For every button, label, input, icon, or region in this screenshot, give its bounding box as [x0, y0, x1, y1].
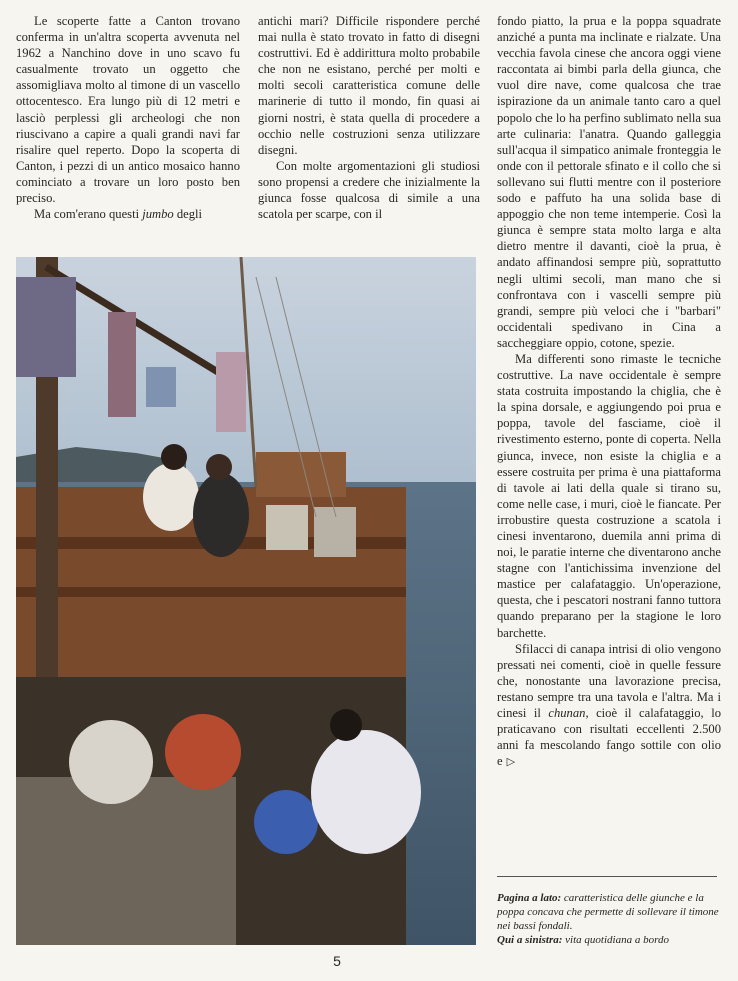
paragraph: Con molte argomentazioni gli studiosi sono propensi a credere che inizialmente la giunca fosse qualcosa di simile a una scatola per scarpe, con il — [258, 158, 480, 222]
paragraph: Ma differenti sono rimaste le tecniche costruttive. La nave occidentale è sempre stata costruita impostando la chiglia, che è la spina dorsale, e aggiungendo poi prua e poppa, tavole del fasciame, cioè il rivestimento esterno, ponte di coperta. Nella giunca, invece, non esiste la chiglia e a essere costruita per prima è una piattaforma di tavole ai lati della quale si tirano su, come nelle case, i muri, cioè le fiancate. Per irrobustire questa costruzione a scatola i cinesi inventarono, duemila anni prima di noi, le paratie interne che diventarono anche stagne con l'antichissima invenzione del mastice per calafataggio. Un'operazione, questa, che i pescatori nostrani fanno tuttora quando preparano per la stagione le loro barchette. — [497, 351, 721, 640]
text-column-2 — [258, 13, 480, 222]
paragraph: antichi mari? Difficile rispondere perché mai nulla è stato trovato in fatto di disegni costruttivi. Ed è addirittura molto probabile che non ne esistano, perché per molti e molti secoli caratteristica comune delle marinerie di tutto il mondo, fin quasi ai giorni nostri, è stata quella di procedere a occhio nelle costruzioni senza utilizzare disegni. — [258, 14, 480, 157]
text-column-3 — [497, 13, 721, 770]
continue-arrow-icon: ▷ — [506, 755, 516, 769]
caption-divider — [497, 876, 717, 877]
paragraph: Ma com'erano questi jumbo degli — [34, 207, 203, 222]
junk-boat-photo — [16, 257, 476, 945]
page-number: 5 — [333, 953, 341, 969]
paragraph: Le scoperte fatte a Canton trovano conferma in un'altra scoperta avvenuta nel 1962 a Nanchino dove in uno scavo fu casualmente trovato un oggetto che assomigliava molto al timone di un vascello ottocentesco. Era lungo più di 12 metri e lasciò perplessi gli archeologi che non riuscivano a capire a quali grandi navi far risalire quel reperto. Dopo la scoperta di Canton, i pezzi di un antico mosaico hanno cominciato a trovare un loro posto ben preciso. — [16, 14, 240, 206]
paragraph: Sfilacci di canapa intrisi di olio vengono pressati nei comenti, cioè in quelle fessure che, nonostante una lavorazione precisa, restano sempre tra una tavola e l'altra. Ma i cinesi il chunan, cioè il calafataggio, lo praticavano con risultati eccellenti 2.500 anni fa mescolando fango sottile con olio e ▷ — [497, 641, 721, 769]
text-column-1 — [16, 13, 240, 222]
photo-caption: Pagina a lato: caratteristica delle giunche e la poppa concava che permette di sollevare il timone nei bassi fondali. Qui a sinistra: vita quotidiana a bordo — [497, 892, 719, 946]
photo-illustration — [16, 257, 476, 945]
paragraph: fondo piatto, la prua e la poppa squadrate anziché a punta ma inclinate e rialzate. Una vecchia favola cinese che ancora oggi viene raccontata ai bimbi parla della giunca, che vuol dire nave, come qualcosa che trae ispirazione da un animale tanto caro a quel popolo che lo ha perfino sublimato nella sua arte culinaria: l'anatra. Quando galleggia sull'acqua il simpatico animale fronteggia le onde con il pettorale sfinato e il collo che si sollevano sui flutti mentre con il posteriore sodo e paffuto ha una solida base di appoggio che non teme intemperie. Così la giunca è sempre stata molto larga e alta dietro mentre il davanti, cioè la prua, è andato affinandosi sempre più, soprattutto negli ultimi secoli, man mano che si confrontava con i vascelli sempre più grandi, sempre più veloci che i "barbari" occidentali spedivano in Cina a saccheggiare oppio, cotone, spezie. — [497, 14, 721, 350]
